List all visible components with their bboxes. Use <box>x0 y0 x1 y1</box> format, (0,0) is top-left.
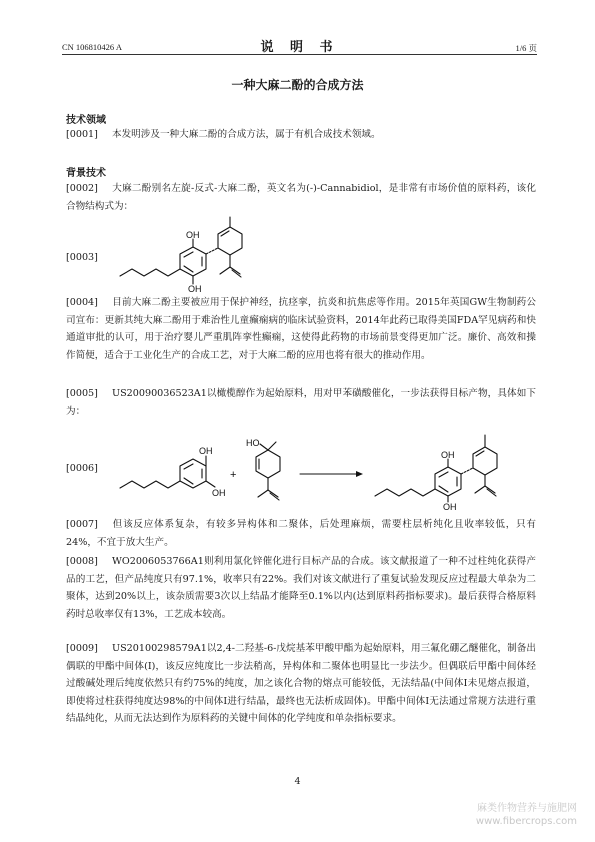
paragraph-number: [0004] <box>66 297 98 308</box>
header-rule <box>62 54 537 55</box>
paragraph-text: 本发明涉及一种大麻二酚的合成方法，属于有机合成技术领域。 <box>112 129 381 140</box>
paragraph-text: 目前大麻二酚主要被应用于保护神经，抗痉挛，抗炎和抗焦虑等作用。2015年英国GW生物制药公司宣布：更新其纯大麻二酚用于难治性儿童癫痫病的临床试验资料，2014年此药已取得美国FDA罕见病药和快通道审批的认可，用于治疗婴儿严重肌阵挛性癫痫，这使得此药物的市场前景变得更加广泛。廉价、高效和操作简便，适合于工业化生产的合成工艺，对于大麻二酚的应用也将有很大的推动作用。 <box>66 297 536 361</box>
section-tech-field: 技术领域 <box>66 115 106 126</box>
oh-label: OH <box>188 284 202 294</box>
document-title: 一种大麻二酚的合成方法 <box>231 78 364 92</box>
paragraph-0001 <box>66 126 536 144</box>
page-of: 1/6 页 <box>515 43 537 53</box>
reaction-scheme <box>108 422 538 512</box>
watermark <box>476 802 577 828</box>
cannabidiol-structure <box>108 212 278 302</box>
plus-sign: + <box>230 469 237 481</box>
paragraph-number: [0007] <box>66 519 98 530</box>
oh-label: OH <box>443 502 457 512</box>
paragraph-number: [0009] <box>66 643 98 654</box>
paragraph-0008 <box>66 553 536 623</box>
page-header <box>62 36 537 56</box>
oh-label: OH <box>212 488 226 498</box>
doc-title: 说 明 书 <box>260 40 339 55</box>
paragraph-text: US20090036523A1以橄榄醇作为起始原料，用对甲苯磺酸催化，一步法获得目标产物，具体如下为： <box>66 388 536 417</box>
paragraph-0006-number: [0006] <box>66 463 98 474</box>
paragraph-0005 <box>66 385 536 420</box>
paragraph-0002 <box>66 180 536 215</box>
reaction-arrow <box>300 471 363 477</box>
paragraph-number: [0002] <box>66 183 98 194</box>
paragraph-0003-number: [0003] <box>66 252 98 263</box>
section-background: 背景技术 <box>66 168 106 179</box>
oh-label: OH <box>441 450 455 460</box>
menthadienol-structure <box>246 438 280 500</box>
paragraph-number: [0001] <box>66 129 98 140</box>
paragraph-number: [0008] <box>66 556 98 567</box>
oh-label: OH <box>199 446 213 456</box>
oh-label: OH <box>186 230 200 240</box>
paragraph-text: US20100298579A1以2,4-二羟基-6-戊烷基苯甲酸甲酯为起始原料，用三氟化硼乙醚催化，制备出偶联的甲酯中间体(I)，该反应纯度比一步法稍高，异构体和二聚体也明显比一步法少。但偶联后甲酯中间体经过酸碱处理后纯度依然只有约75%的纯度，加之该化合物的熔点可能较低，无法结晶(中间体I未见熔点报道，即使将过柱获得纯度达98%的中间体I进行结晶，最终也无法析成固体)。甲酯中间体I无法通过常规方法进行重结晶纯化，从而无法达到作为原料药的关键中间体的化学纯度和单杂指标要求。 <box>66 643 536 724</box>
watermark-line: www.fibercrops.com <box>475 816 577 827</box>
ho-label: HO <box>246 438 260 448</box>
paragraph-number: [0005] <box>66 388 98 399</box>
olivetol-structure <box>120 446 226 498</box>
paragraph-0009 <box>66 640 536 728</box>
paragraph-0004 <box>66 294 536 364</box>
page-number: 4 <box>294 776 301 787</box>
paragraph-text: WO2006053766A1则利用氯化锌催化进行目标产品的合成。该文献报道了一种不过柱纯化获得产品的工艺，但产品纯度只有97.1%，收率只有22%。我们对该文献进行了重复试验发现反应过程最大单杂为二聚体，达到20%以上，该杂质需要3次以上结晶才能降至0.1%以内(达到原料药指标要求)。最后获得合格原料药时总收率仅有13%，工艺成本较高。 <box>66 556 536 620</box>
paragraph-0007 <box>66 516 536 551</box>
watermark-line: 麻类作物营养与施肥网 <box>477 803 577 814</box>
paragraph-text: 但该反应体系复杂，有较多异构体和二聚体，后处理麻烦，需要柱层析纯化且收率较低，只有24%，不宜于放大生产。 <box>66 519 536 548</box>
patent-number: CN 106810426 A <box>62 42 122 52</box>
paragraph-text: 大麻二酚别名左旋-反式-大麻二酚，英文名为(-)-Cannabidiol，是非常有市场价值的原料药，该化合物结构式为： <box>66 183 536 212</box>
cbd-product-structure <box>375 435 497 512</box>
